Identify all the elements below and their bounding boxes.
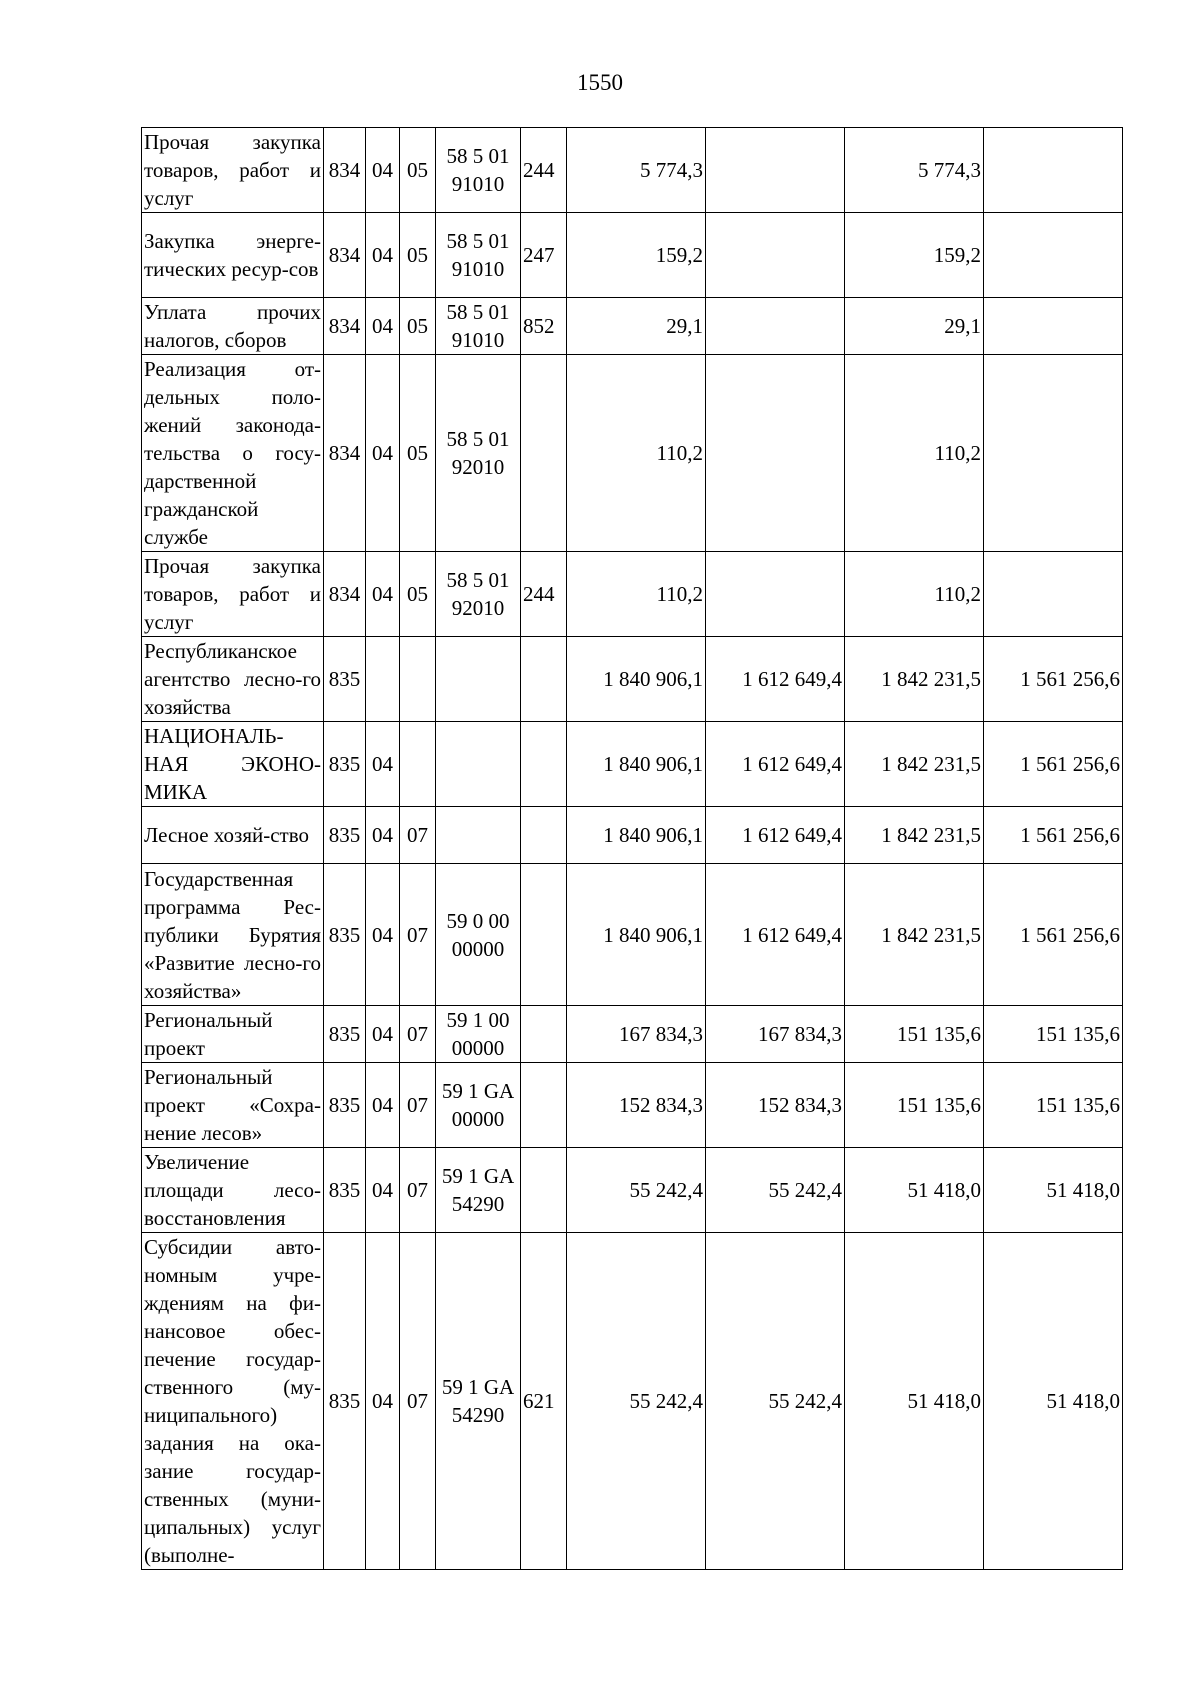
row-expense-type: 244 <box>521 128 567 213</box>
row-name: Уплата прочих налогов, сборов <box>142 298 324 355</box>
row-value-3: 151 135,6 <box>845 1006 984 1063</box>
row-value-2 <box>706 128 845 213</box>
row-value-1: 1 840 906,1 <box>567 864 706 1006</box>
row-value-3: 51 418,0 <box>845 1148 984 1233</box>
row-value-2: 152 834,3 <box>706 1063 845 1148</box>
row-section-code: 04 <box>366 807 400 864</box>
row-value-2 <box>706 213 845 298</box>
row-grbs-code: 834 <box>324 355 366 552</box>
row-section-code: 04 <box>366 355 400 552</box>
row-grbs-code: 835 <box>324 807 366 864</box>
row-expense-type <box>521 1063 567 1148</box>
row-value-3: 110,2 <box>845 552 984 637</box>
row-value-1: 159,2 <box>567 213 706 298</box>
row-value-3: 159,2 <box>845 213 984 298</box>
row-name: Реализация от-дельных поло-жений законода-тельства о госу-дарственной гражданской службе <box>142 355 324 552</box>
row-name: Увеличение площади лесо-восстановления <box>142 1148 324 1233</box>
row-target-article <box>436 807 521 864</box>
row-section-code: 04 <box>366 1006 400 1063</box>
row-name: Региональный проект <box>142 1006 324 1063</box>
row-value-3: 5 774,3 <box>845 128 984 213</box>
row-value-1: 1 840 906,1 <box>567 722 706 807</box>
table-row <box>142 1233 1123 1570</box>
row-subsection-code: 07 <box>400 864 436 1006</box>
row-expense-type <box>521 355 567 552</box>
row-target-article: 59 1 GA 54290 <box>436 1148 521 1233</box>
row-subsection-code: 07 <box>400 1063 436 1148</box>
row-value-4: 1 561 256,6 <box>984 637 1123 722</box>
row-value-4: 1 561 256,6 <box>984 722 1123 807</box>
row-value-4: 51 418,0 <box>984 1148 1123 1233</box>
row-expense-type: 247 <box>521 213 567 298</box>
table-row <box>142 807 1123 864</box>
row-section-code: 04 <box>366 864 400 1006</box>
table-row <box>142 722 1123 807</box>
row-value-4 <box>984 128 1123 213</box>
row-section-code: 04 <box>366 213 400 298</box>
row-subsection-code: 05 <box>400 128 436 213</box>
row-value-4: 1 561 256,6 <box>984 864 1123 1006</box>
row-subsection-code: 07 <box>400 1148 436 1233</box>
row-expense-type: 621 <box>521 1233 567 1570</box>
row-expense-type <box>521 1148 567 1233</box>
row-section-code: 04 <box>366 1233 400 1570</box>
row-name: Прочая закупка товаров, работ и услуг <box>142 552 324 637</box>
table-row <box>142 637 1123 722</box>
table-row <box>142 552 1123 637</box>
row-expense-type <box>521 1006 567 1063</box>
row-value-4: 51 418,0 <box>984 1233 1123 1570</box>
row-value-2: 1 612 649,4 <box>706 722 845 807</box>
row-value-4 <box>984 298 1123 355</box>
row-name: Республиканское агентство лесно-го хозяйства <box>142 637 324 722</box>
row-value-2: 1 612 649,4 <box>706 807 845 864</box>
row-grbs-code: 835 <box>324 864 366 1006</box>
row-target-article: 59 1 00 00000 <box>436 1006 521 1063</box>
row-value-2 <box>706 355 845 552</box>
row-value-3: 51 418,0 <box>845 1233 984 1570</box>
page-number: 1550 <box>577 70 623 95</box>
budget-table <box>141 127 1123 1570</box>
row-value-2: 55 242,4 <box>706 1233 845 1570</box>
row-value-1: 110,2 <box>567 552 706 637</box>
row-name: Лесное хозяй-ство <box>142 807 324 864</box>
row-target-article <box>436 722 521 807</box>
row-subsection-code: 05 <box>400 298 436 355</box>
row-value-2 <box>706 552 845 637</box>
table-row <box>142 128 1123 213</box>
row-grbs-code: 835 <box>324 1006 366 1063</box>
row-expense-type <box>521 722 567 807</box>
row-subsection-code <box>400 637 436 722</box>
row-value-1: 110,2 <box>567 355 706 552</box>
row-section-code: 04 <box>366 128 400 213</box>
row-value-3: 151 135,6 <box>845 1063 984 1148</box>
row-value-4: 151 135,6 <box>984 1063 1123 1148</box>
row-target-article: 59 1 GA 54290 <box>436 1233 521 1570</box>
row-target-article: 58 5 01 91010 <box>436 298 521 355</box>
row-target-article: 58 5 01 91010 <box>436 128 521 213</box>
row-value-2: 1 612 649,4 <box>706 637 845 722</box>
row-name: Региональный проект «Сохра-нение лесов» <box>142 1063 324 1148</box>
row-section-code: 04 <box>366 722 400 807</box>
row-value-2: 55 242,4 <box>706 1148 845 1233</box>
row-expense-type <box>521 637 567 722</box>
row-value-4 <box>984 355 1123 552</box>
budget-table-body <box>142 128 1123 1570</box>
row-subsection-code: 05 <box>400 552 436 637</box>
table-row <box>142 1006 1123 1063</box>
row-grbs-code: 835 <box>324 722 366 807</box>
table-row <box>142 298 1123 355</box>
row-value-1: 55 242,4 <box>567 1233 706 1570</box>
row-grbs-code: 834 <box>324 298 366 355</box>
row-grbs-code: 834 <box>324 128 366 213</box>
row-name: Закупка энерге-тических ресур-сов <box>142 213 324 298</box>
row-value-4 <box>984 213 1123 298</box>
row-expense-type: 852 <box>521 298 567 355</box>
row-value-1: 167 834,3 <box>567 1006 706 1063</box>
table-row <box>142 864 1123 1006</box>
row-value-3: 1 842 231,5 <box>845 722 984 807</box>
row-value-3: 110,2 <box>845 355 984 552</box>
row-expense-type <box>521 807 567 864</box>
row-value-4 <box>984 552 1123 637</box>
row-grbs-code: 835 <box>324 1233 366 1570</box>
row-value-4: 1 561 256,6 <box>984 807 1123 864</box>
row-value-2: 1 612 649,4 <box>706 864 845 1006</box>
row-section-code: 04 <box>366 1063 400 1148</box>
row-subsection-code: 05 <box>400 355 436 552</box>
row-grbs-code: 834 <box>324 552 366 637</box>
row-value-1: 1 840 906,1 <box>567 637 706 722</box>
row-section-code: 04 <box>366 1148 400 1233</box>
row-subsection-code: 07 <box>400 1006 436 1063</box>
row-section-code: 04 <box>366 552 400 637</box>
row-value-1: 5 774,3 <box>567 128 706 213</box>
row-value-3: 29,1 <box>845 298 984 355</box>
row-grbs-code: 834 <box>324 213 366 298</box>
row-value-4: 151 135,6 <box>984 1006 1123 1063</box>
row-subsection-code <box>400 722 436 807</box>
table-row <box>142 1063 1123 1148</box>
row-expense-type: 244 <box>521 552 567 637</box>
table-row <box>142 355 1123 552</box>
row-value-1: 152 834,3 <box>567 1063 706 1148</box>
row-name: Прочая закупка товаров, работ и услуг <box>142 128 324 213</box>
row-target-article: 59 1 GA 00000 <box>436 1063 521 1148</box>
row-subsection-code: 05 <box>400 213 436 298</box>
row-target-article <box>436 637 521 722</box>
row-value-3: 1 842 231,5 <box>845 864 984 1006</box>
row-grbs-code: 835 <box>324 1148 366 1233</box>
row-subsection-code: 07 <box>400 807 436 864</box>
row-value-2 <box>706 298 845 355</box>
row-subsection-code: 07 <box>400 1233 436 1570</box>
row-target-article: 59 0 00 00000 <box>436 864 521 1006</box>
row-value-2: 167 834,3 <box>706 1006 845 1063</box>
table-row <box>142 1148 1123 1233</box>
row-value-3: 1 842 231,5 <box>845 807 984 864</box>
row-value-1: 1 840 906,1 <box>567 807 706 864</box>
table-row <box>142 213 1123 298</box>
row-name: Государственная программа Рес-публики Бурятия «Развитие лесно-го хозяйства» <box>142 864 324 1006</box>
row-name: НАЦИОНАЛЬ-НАЯ ЭКОНО-МИКА <box>142 722 324 807</box>
row-section-code: 04 <box>366 298 400 355</box>
row-expense-type <box>521 864 567 1006</box>
row-grbs-code: 835 <box>324 637 366 722</box>
row-target-article: 58 5 01 91010 <box>436 213 521 298</box>
row-target-article: 58 5 01 92010 <box>436 355 521 552</box>
row-value-3: 1 842 231,5 <box>845 637 984 722</box>
row-section-code <box>366 637 400 722</box>
row-value-1: 29,1 <box>567 298 706 355</box>
row-target-article: 58 5 01 92010 <box>436 552 521 637</box>
row-value-1: 55 242,4 <box>567 1148 706 1233</box>
row-grbs-code: 835 <box>324 1063 366 1148</box>
row-name: Субсидии авто-номным учре-ждениям на фи-нансовое обес-печение государ-ственного (му-ниципального) задания на ока-зание государ-ственных (муни-ципальных) услуг (выполне- <box>142 1233 324 1570</box>
